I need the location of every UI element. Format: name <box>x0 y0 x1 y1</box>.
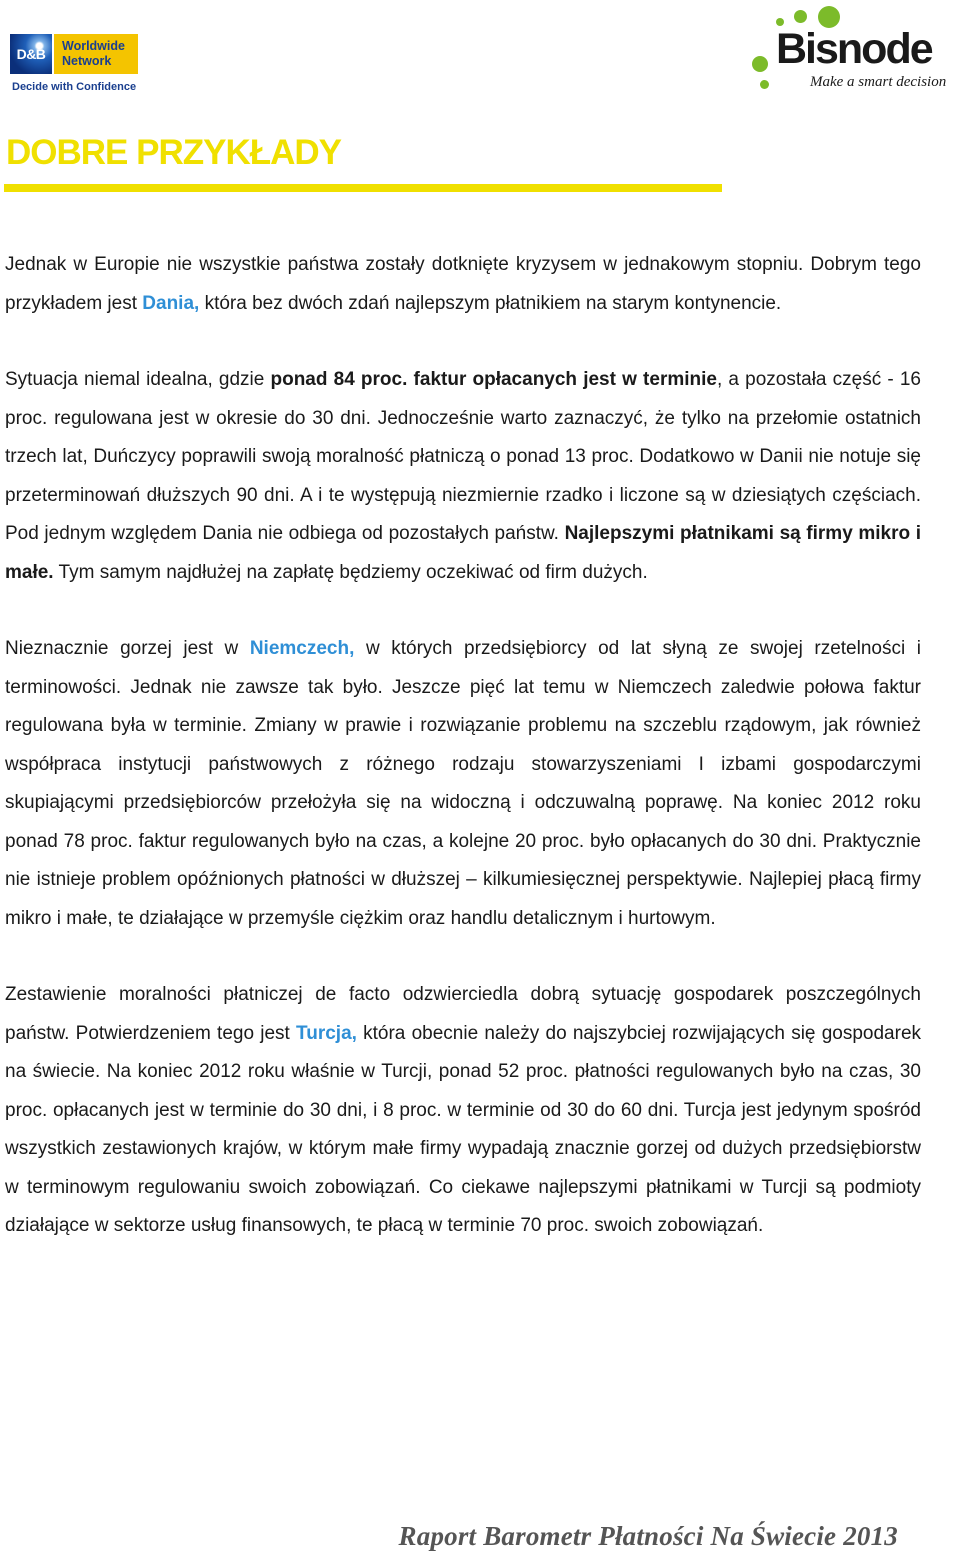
bold-highlight: Najlepszymi płatnikami są firmy mikro i małe. <box>5 523 921 583</box>
dnb-tagline: Decide with Confidence <box>12 81 137 93</box>
dnb-worldwide-network-logo <box>10 34 135 96</box>
bold-statistic: ponad 84 proc. faktur opłacanych jest w terminie <box>270 369 717 390</box>
paragraph-denmark-details: Sytuacja niemal idealna, gdzie ponad 84 proc. faktur opłacanych jest w terminie, a pozostała część - 16 proc. regulowana jest w okresie do 30 dni. Jednocześnie warto zaznaczyć, że tylko na przełomie ostatnich trzech lat, Duńczycy poprawili swoją moralność płatniczą o ponad 13 proc. Dodatkowo w Danii nie notuje się przeterminowań dłuższych 90 dni. A i te występują niezmiernie rzadko i liczone są w dziesiątych częściach. Pod jednym względem Dania nie odbiega od pozostałych państw. Najlepszymi płatnikami są firmy mikro i małe. Tym samym najdłużej na zapłatę będziemy oczekiwać od firm dużych. <box>5 369 921 583</box>
dnb-globe-icon <box>10 34 52 74</box>
country-name-turkey: Turcja, <box>296 1022 357 1044</box>
bisnode-logo <box>750 4 960 96</box>
report-title-footer: Raport Barometr Płatności Na Świecie 2013 <box>398 1521 898 1551</box>
title-underline <box>4 184 722 192</box>
bisnode-slogan: Make a smart decision <box>810 74 947 90</box>
network-line-1: Worldwide <box>62 39 125 53</box>
bisnode-wordmark: Bisnode <box>776 25 932 73</box>
paragraph-turkey: Zestawienie moralności płatniczej de facto odzwierciedla dobrą sytuację gospodarek poszczególnych państw. Potwierdzeniem tego jest Turcja, która obecnie należy do najszybciej rozwijających się gospodarek na świecie. Na koniec 2012 roku właśnie w Turcji, ponad 52 proc. płatności regulowanych było na czas, 30 proc. opłacanych jest w terminie do 30 dni, i 8 proc. w terminie od 30 do 60 dni. Turcja jest jedynym spośród wszystkich zestawionych krajów, w którym małe firmy wypadają znacznie gorzej od dużych przedsiębiorstw w terminowym regulowaniu swoich zobowiązań. Co ciekawe najlepszymi płatnikami w Turcji są podmioty działające w sektorze usług finansowych, te płacą w terminie 70 proc. swoich zobowiązań. <box>5 984 922 1236</box>
network-line-2: Network <box>62 54 112 68</box>
country-name-germany: Niemczech, <box>249 638 355 659</box>
article-body <box>5 246 921 1284</box>
worldwide-network-panel <box>54 34 138 74</box>
dnb-badge-text: D&B <box>16 46 46 62</box>
country-name-denmark: Dania, <box>142 292 200 314</box>
paragraph-germany: Nieznacznie gorzej jest w Niemczech, w których przedsiębiorcy od lat słyną ze swojej rzetelności i terminowości. Jednak nie zawsze tak było. Jeszcze pięć lat temu w Niemczech zaledwie połowa faktur regulowana była w terminie. Zmiany w prawie i rozwiązanie problemu na szczeblu rządowym, jak również współpraca instytucji państwowych z różnego rodzaju stowarzyszeniami I izbami gospodarczymi skupiającymi przedsiębiorców przełożyła się na widoczną i odczuwalną poprawę. Na koniec 2012 roku ponad 78 proc. faktur regulowanych było na czas, a kolejne 20 proc. było opłacanych do 30 dni. Praktycznie nie istnieje problem opóźnionych płatności w dłuższej – kilkumiesięcznej perspektywie. Najlepiej płacą firmy mikro i małe, te działające w przemyśle ciężkim oraz handlu detalicznym i hurtowym. <box>5 638 921 929</box>
section-title: DOBRE PRZYKŁADY <box>6 133 342 172</box>
paragraph-denmark: Jednak w Europie nie wszystkie państwa zostały dotknięte kryzysem w jednakowym stopniu. Dobrym tego przykładem jest Dania, która bez dwóch zdań najlepszym płatnikiem na starym kontynencie. <box>5 254 921 314</box>
